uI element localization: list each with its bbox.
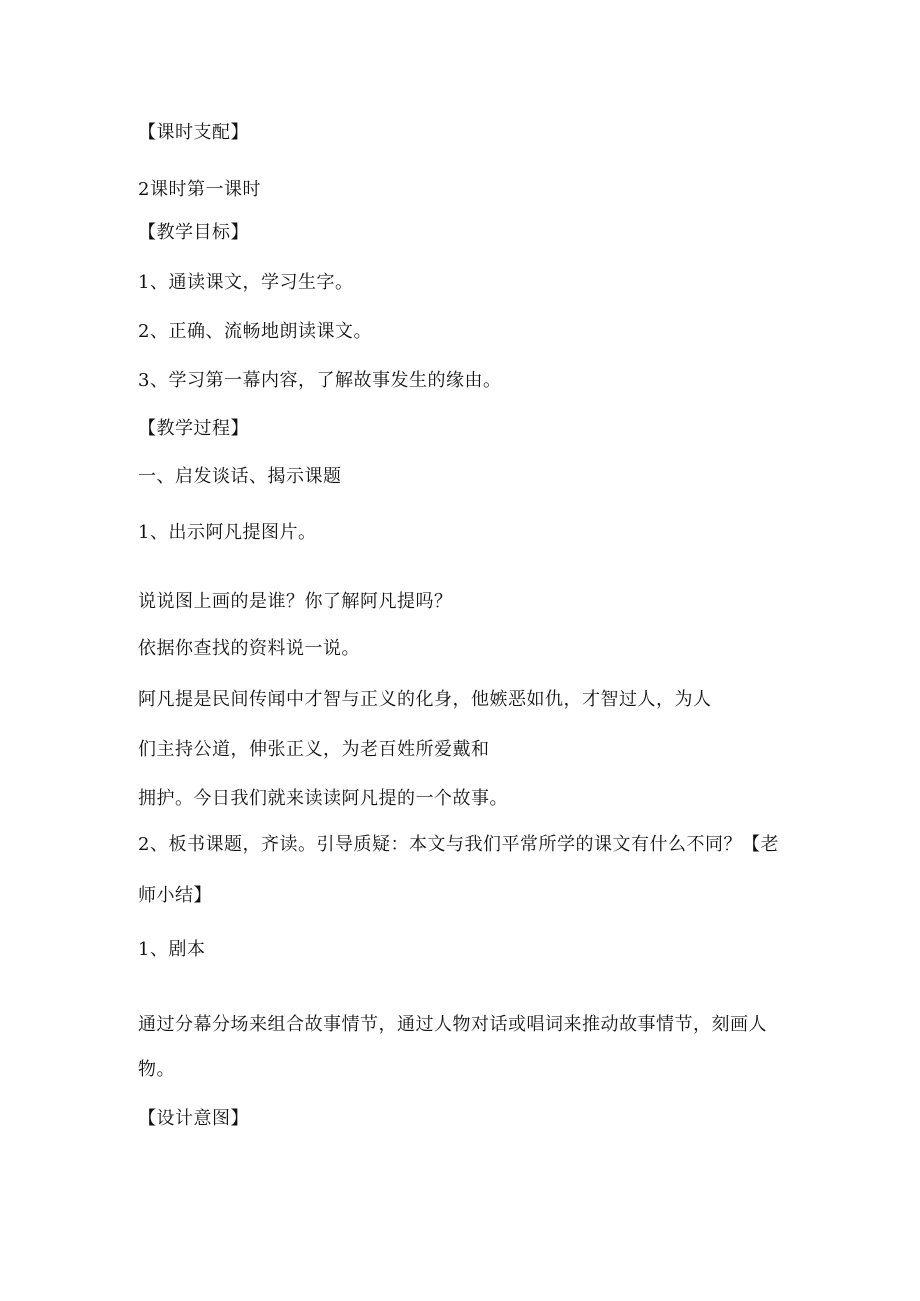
paragraph-line: 阿凡提是民间传闻中才智与正义的化身，他嫉恶如仇，才智过人，为人	[138, 689, 712, 710]
paragraph-line: 说说图上画的是谁？你了解阿凡提吗？	[138, 591, 453, 612]
goal-item-1: 1、通读课文，学习生字。	[138, 272, 354, 293]
lesson-count: 2课时第一课时	[138, 179, 261, 200]
goal-item-3: 3、学习第一幕内容，了解故事发生的缘由。	[138, 370, 502, 391]
heading-teaching-process: 【教学过程】	[138, 418, 249, 439]
paragraph-line: 拥护。今日我们就来读读阿凡提的一个故事。	[138, 788, 508, 809]
paragraph-line: 们主持公道，伸张正义，为老百姓所爱戴和	[138, 739, 490, 760]
step-2: 2、板书课题，齐读。引导质疑：本文与我们平常所学的课文有什么不同？【老	[138, 834, 779, 855]
heading-lesson-allocation: 【课时支配】	[138, 122, 249, 143]
heading-teaching-goals: 【教学目标】	[138, 222, 249, 243]
paragraph-line: 通过分幕分场来组合故事情节，通过人物对话或唱词来推动故事情节，刻画人	[138, 1014, 767, 1035]
step-1: 1、出示阿凡提图片。	[138, 522, 317, 543]
goal-item-2: 2、正确、流畅地朗读课文。	[138, 321, 372, 342]
paragraph-line: 师小结】	[138, 885, 212, 906]
heading-design-intent: 【设计意图】	[138, 1108, 249, 1129]
paragraph-line: 物。	[138, 1059, 175, 1080]
section-1-title: 一、启发谈话、揭示课题	[138, 466, 342, 487]
paragraph-line: 依据你查找的资料说一说。	[138, 638, 360, 659]
list-item-script: 1、剧本	[138, 939, 206, 960]
